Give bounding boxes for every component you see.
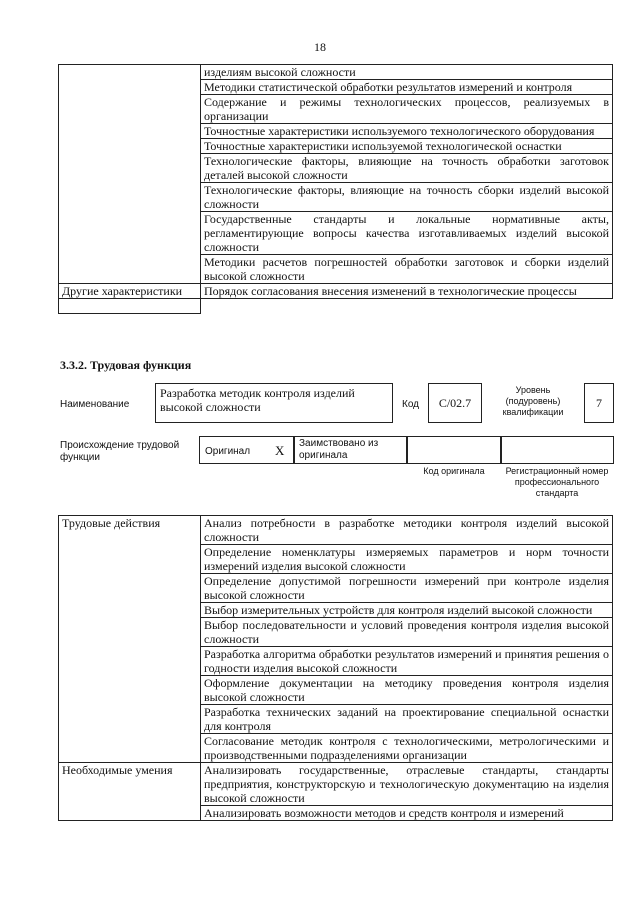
code-original-box	[407, 436, 501, 464]
action-cell: Анализировать возможности методов и средств контроля и измерений	[201, 806, 613, 821]
action-cell: Разработка технических заданий на проектирование специальной оснастки для контроля	[201, 705, 613, 734]
action-cell: Определение номенклатуры измеряемых параметров и норм точности измерений изделия высокой сложности	[201, 545, 613, 574]
requirement-cell: Точностные характеристики используемой технологической оснастки	[201, 139, 613, 154]
reg-number-caption: Регистрационный номер профессионального стандарта	[505, 466, 609, 498]
action-cell: Согласование методик контроля с технологическими, метрологическими и производственными подразделениями организации	[201, 734, 613, 763]
table-row	[59, 763, 613, 806]
requirement-cell	[59, 299, 201, 314]
code-value: C/02.7	[438, 396, 472, 410]
requirement-cell: Содержание и режимы технологических процессов, реализуемых в организации	[201, 95, 613, 124]
borrowed-label: Заимствовано из оригинала	[299, 438, 379, 461]
action-cell: Разработка алгоритма обработки результатов измерений и принятия решения о годности изделия высокой сложности	[201, 647, 613, 676]
requirement-cell: Методики статистической обработки результатов измерений и контроля	[201, 80, 613, 95]
requirement-cell: Точностные характеристики используемого технологического оборудования	[201, 124, 613, 139]
original-mark: X	[275, 443, 285, 458]
action-cell: Определение допустимой погрешности измерений при контроле изделия высокой сложности	[201, 574, 613, 603]
table-row	[59, 284, 613, 299]
requirement-cell: Методики расчетов погрешностей обработки заготовок и сборки изделий высокой сложности	[201, 255, 613, 284]
characteristics-table	[58, 64, 613, 314]
code-original-caption: Код оригинала	[423, 466, 485, 476]
row-label-cell: Другие характеристики	[59, 284, 201, 299]
table-row	[59, 299, 613, 314]
action-cell: Выбор последовательности и условий проведения контроля изделия высокой сложности	[201, 618, 613, 647]
requirement-cell: Технологические факторы, влияющие на точность обработки заготовок деталей высокой сложности	[201, 154, 613, 183]
origin-label: Происхождение трудовой функции	[60, 440, 180, 463]
page-number: 18	[314, 40, 326, 54]
group-label-cell: Трудовые действия	[59, 516, 201, 763]
name-value: Разработка методик контроля изделий высокой сложности	[160, 386, 355, 414]
level-label: Уровень (подуровень) квалификации	[502, 385, 564, 417]
action-cell: Анализ потребности в разработке методики контроля изделий высокой сложности	[201, 516, 613, 545]
action-cell: Выбор измерительных устройств для контроля изделий высокой сложности	[201, 603, 613, 618]
code-label: Код	[402, 399, 420, 410]
labor-functions-table	[58, 515, 613, 821]
requirement-cell: Порядок согласования внесения изменений в технологические процессы	[201, 284, 613, 299]
action-cell: Анализировать государственные, отраслевые стандарты, стандарты предприятия, конструкторскую и технологическую документацию на изделия высокой сложности	[201, 763, 613, 806]
section-title: 3.3.2. Трудовая функция	[60, 358, 192, 372]
original-label: Оригинал	[205, 446, 251, 457]
requirement-cell: Государственные стандарты и локальные нормативные акты, регламентирующие вопросы качества изготавливаемых изделий высокой сложности	[201, 212, 613, 255]
table-row	[59, 516, 613, 545]
action-cell: Оформление документации на методику проведения контроля изделия высокой сложности	[201, 676, 613, 705]
table-row	[59, 65, 613, 80]
name-label: Наименование	[60, 399, 130, 410]
level-value: 7	[596, 396, 602, 410]
row-label-cell	[59, 65, 201, 284]
requirement-cell: Технологические факторы, влияющие на точность сборки изделий высокой сложности	[201, 183, 613, 212]
requirement-cell: изделиям высокой сложности	[201, 65, 613, 80]
group-label-cell: Необходимые умения	[59, 763, 201, 821]
reg-number-box	[501, 436, 614, 464]
